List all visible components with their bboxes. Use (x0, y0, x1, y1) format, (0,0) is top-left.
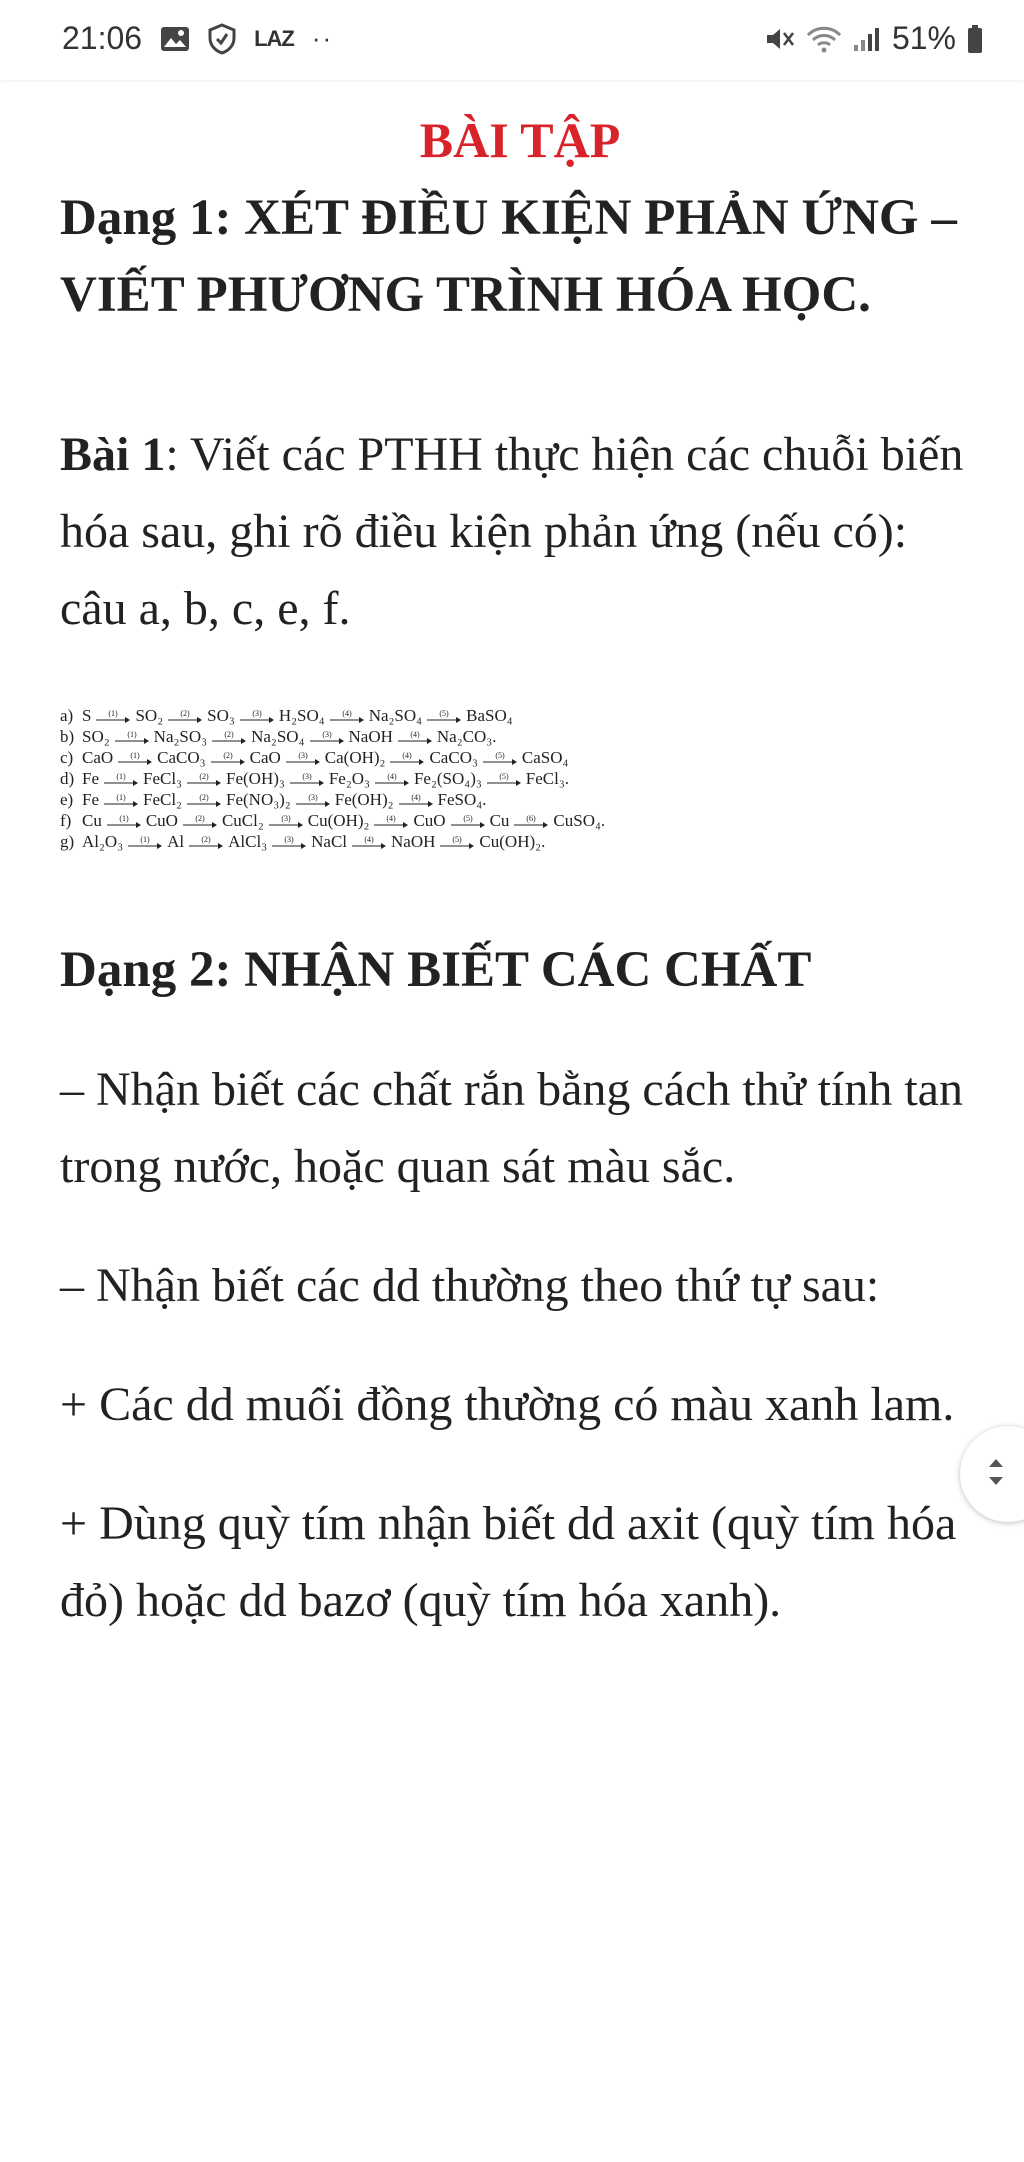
reaction-chain-line (60, 747, 980, 768)
svg-text:(1): (1) (127, 730, 137, 739)
reaction-species: NaOH (391, 832, 436, 851)
battery-percent: 51% (891, 20, 956, 56)
reaction-chains (60, 705, 980, 852)
reaction-species: Fe(OH)₃ (226, 769, 285, 788)
svg-text:(4): (4) (342, 709, 352, 718)
page-title: BÀI TẬP (419, 112, 621, 168)
reaction-arrow (117, 752, 153, 764)
reaction-species: Cu (489, 811, 510, 830)
reaction-species: CaCO₃ (157, 748, 206, 767)
reaction-species: Fe(OH)₂ (334, 790, 394, 809)
reaction-species: Na₂SO₄ (368, 706, 423, 725)
wifi-icon (806, 25, 842, 53)
app-badge: LAZ (254, 25, 294, 51)
reaction-arrow (373, 815, 409, 827)
reaction-species: NaCl (311, 832, 348, 851)
reaction-species: Fe(NO₃)₂ (226, 790, 291, 809)
reaction-species: NaOH (348, 727, 393, 746)
exercise-1-text: : Viết các PTHH thực hiện các chuỗi biến hóa sau, ghi rõ điều kiện phản ứng (nếu có): câu a, b, c, e, f. (60, 428, 964, 635)
svg-text:(5): (5) (439, 709, 449, 718)
reaction-chain-line (60, 705, 980, 726)
reaction-arrow (486, 773, 522, 785)
reaction-species: CaO (249, 748, 281, 767)
svg-text:(4): (4) (410, 793, 421, 802)
reaction-species: FeCl₃. (525, 769, 570, 788)
svg-text:(5): (5) (499, 772, 509, 781)
reaction-species: FeCl₂ (143, 790, 182, 809)
svg-text:(3): (3) (321, 730, 332, 739)
reaction-chain-label: a) (60, 706, 74, 725)
reaction-species: FeCl₃ (143, 769, 182, 788)
reaction-species: Al (167, 832, 185, 851)
reaction-species: S (82, 706, 92, 725)
reaction-species: CaSO₄ (521, 748, 569, 767)
reaction-chain-line (60, 810, 980, 831)
reaction-arrow (309, 731, 345, 743)
svg-text:(5): (5) (495, 751, 505, 760)
reaction-arrow (103, 794, 139, 806)
reaction-chain-label: c) (60, 748, 74, 767)
svg-text:(2): (2) (195, 814, 205, 823)
reaction-species: Fe (82, 769, 99, 788)
reaction-arrow (351, 836, 387, 848)
reaction-species: SO₂ (135, 706, 164, 725)
reaction-chain-label: g) (60, 832, 75, 851)
reaction-species: FeSO₄. (437, 790, 487, 809)
reaction-arrow (186, 794, 222, 806)
reaction-species: Cu (82, 811, 102, 830)
reaction-species: Ca(OH)₂ (324, 748, 386, 767)
svg-text:(5): (5) (462, 814, 473, 823)
image-icon (160, 26, 190, 52)
reaction-species: AlCl₃ (228, 832, 268, 851)
reaction-arrow (389, 752, 425, 764)
section-heading-dang-2: Dạng 2: NHẬN BIẾT CÁC CHẤT (60, 942, 812, 998)
exercise-1-label: Bài 1 (60, 428, 166, 481)
svg-text:(1): (1) (119, 814, 129, 823)
reaction-arrow (106, 815, 142, 827)
svg-text:(1): (1) (140, 835, 150, 844)
reaction-arrow (182, 815, 218, 827)
reaction-species: Na₂SO₄ (251, 727, 305, 746)
reaction-arrow (95, 710, 131, 722)
reaction-chain-line (60, 789, 980, 810)
shield-icon (208, 23, 236, 55)
reaction-arrow (103, 773, 139, 785)
battery-icon (966, 24, 984, 54)
reaction-arrow (271, 836, 307, 848)
reaction-arrow (127, 836, 163, 848)
bullet-copper-salts: + Các dd muối đồng thường có màu xanh lam. (60, 1378, 955, 1431)
reaction-arrow (374, 773, 410, 785)
reaction-arrow (114, 731, 150, 743)
reaction-chain-line (60, 768, 980, 789)
reaction-arrow (268, 815, 304, 827)
reaction-arrow (186, 773, 222, 785)
reaction-chain-label: f) (60, 811, 72, 830)
reaction-arrow (513, 815, 549, 827)
svg-text:(4): (4) (387, 772, 397, 781)
svg-text:(4): (4) (402, 751, 413, 760)
paragraph-solution-order: – Nhận biết các dd thường theo thứ tự sau: (60, 1259, 880, 1312)
svg-text:(2): (2) (201, 835, 211, 844)
reaction-species: Cu(OH)₂. (479, 832, 546, 851)
svg-text:(3): (3) (281, 814, 291, 823)
svg-text:(3): (3) (284, 835, 294, 844)
svg-text:(1): (1) (116, 772, 126, 781)
reaction-arrow (210, 752, 246, 764)
reaction-arrow (295, 794, 331, 806)
svg-text:(4): (4) (364, 835, 374, 844)
article (60, 100, 980, 1639)
svg-text:(1): (1) (130, 751, 140, 760)
svg-text:(2): (2) (199, 772, 209, 781)
reaction-species: BaSO₄ (466, 706, 513, 725)
svg-text:(1): (1) (116, 793, 126, 802)
svg-text:(2): (2) (222, 751, 233, 760)
reaction-species: CuO (145, 811, 178, 830)
reaction-species: Na₂SO₃ (153, 727, 208, 746)
mute-icon (764, 25, 796, 53)
reaction-species: CuCl₂ (221, 811, 264, 830)
status-time: 21:06 (62, 20, 143, 56)
reaction-arrow (188, 836, 224, 848)
exercise-1 (60, 416, 980, 647)
reaction-arrow (426, 710, 462, 722)
status-bar (0, 0, 1024, 80)
svg-text:(3): (3) (252, 709, 262, 718)
reaction-species: H₂SO₄ (278, 706, 325, 725)
svg-text:(2): (2) (180, 709, 190, 718)
reaction-species: CaCO₃ (429, 748, 478, 767)
reaction-chain-label: e) (60, 790, 74, 809)
reaction-species: Cu(OH)₂ (307, 811, 370, 830)
svg-text:(5): (5) (452, 835, 463, 844)
reaction-arrow (285, 752, 321, 764)
reaction-species: Al₂O₃ (82, 832, 124, 851)
reaction-species: Fe (82, 790, 99, 809)
svg-text:(3): (3) (302, 772, 312, 781)
more-dots: ·· (311, 23, 334, 53)
reaction-arrow (450, 815, 486, 827)
svg-text:(2): (2) (199, 793, 209, 802)
svg-text:(3): (3) (308, 793, 318, 802)
reaction-arrow (329, 710, 365, 722)
section-heading-dang-1: Dạng 1: XÉT ĐIỀU KIỆN PHẢN ỨNG – VIẾT PHƯƠNG TRÌNH HÓA HỌC. (60, 190, 957, 323)
reaction-species: SO₃ (207, 706, 235, 725)
bullet-litmus: + Dùng quỳ tím nhận biết dd axit (quỳ tím hóa đỏ) hoặc dd bazơ (quỳ tím hóa xanh). (60, 1497, 957, 1627)
reaction-species: SO₂ (82, 727, 110, 746)
reaction-arrow (397, 731, 433, 743)
reaction-arrow (482, 752, 518, 764)
svg-text:(4): (4) (410, 730, 420, 739)
reaction-arrow (167, 710, 203, 722)
svg-text:(1): (1) (108, 709, 119, 718)
reaction-species: Na₂CO₃. (436, 727, 497, 746)
reaction-chain-line (60, 726, 980, 747)
reaction-species: CaO (82, 748, 114, 767)
status-right (764, 20, 984, 57)
paragraph-solid-identification: – Nhận biết các chất rắn bằng cách thử tính tan trong nước, hoặc quan sát màu sắc. (60, 1063, 963, 1193)
reaction-species: Fe₂O₃ (328, 769, 370, 788)
reaction-chain-label: b) (60, 727, 75, 746)
svg-text:(2): (2) (224, 730, 234, 739)
signal-icon (852, 25, 882, 53)
reaction-chain-line (60, 831, 980, 852)
reaction-species: CuSO₄. (553, 811, 606, 830)
reaction-species: Fe₂(SO₄)₃ (413, 769, 482, 788)
svg-text:(6): (6) (526, 814, 537, 823)
reaction-arrow (211, 731, 247, 743)
scroll-updown-icon (986, 1453, 1006, 1496)
reaction-arrow (439, 836, 475, 848)
reaction-arrow (289, 773, 325, 785)
reaction-chain-label: d) (60, 769, 75, 788)
reaction-arrow (398, 794, 434, 806)
svg-text:(3): (3) (298, 751, 308, 760)
svg-text:(4): (4) (386, 814, 397, 823)
reaction-species: CuO (413, 811, 446, 830)
status-left (62, 20, 333, 57)
reaction-arrow (239, 710, 275, 722)
